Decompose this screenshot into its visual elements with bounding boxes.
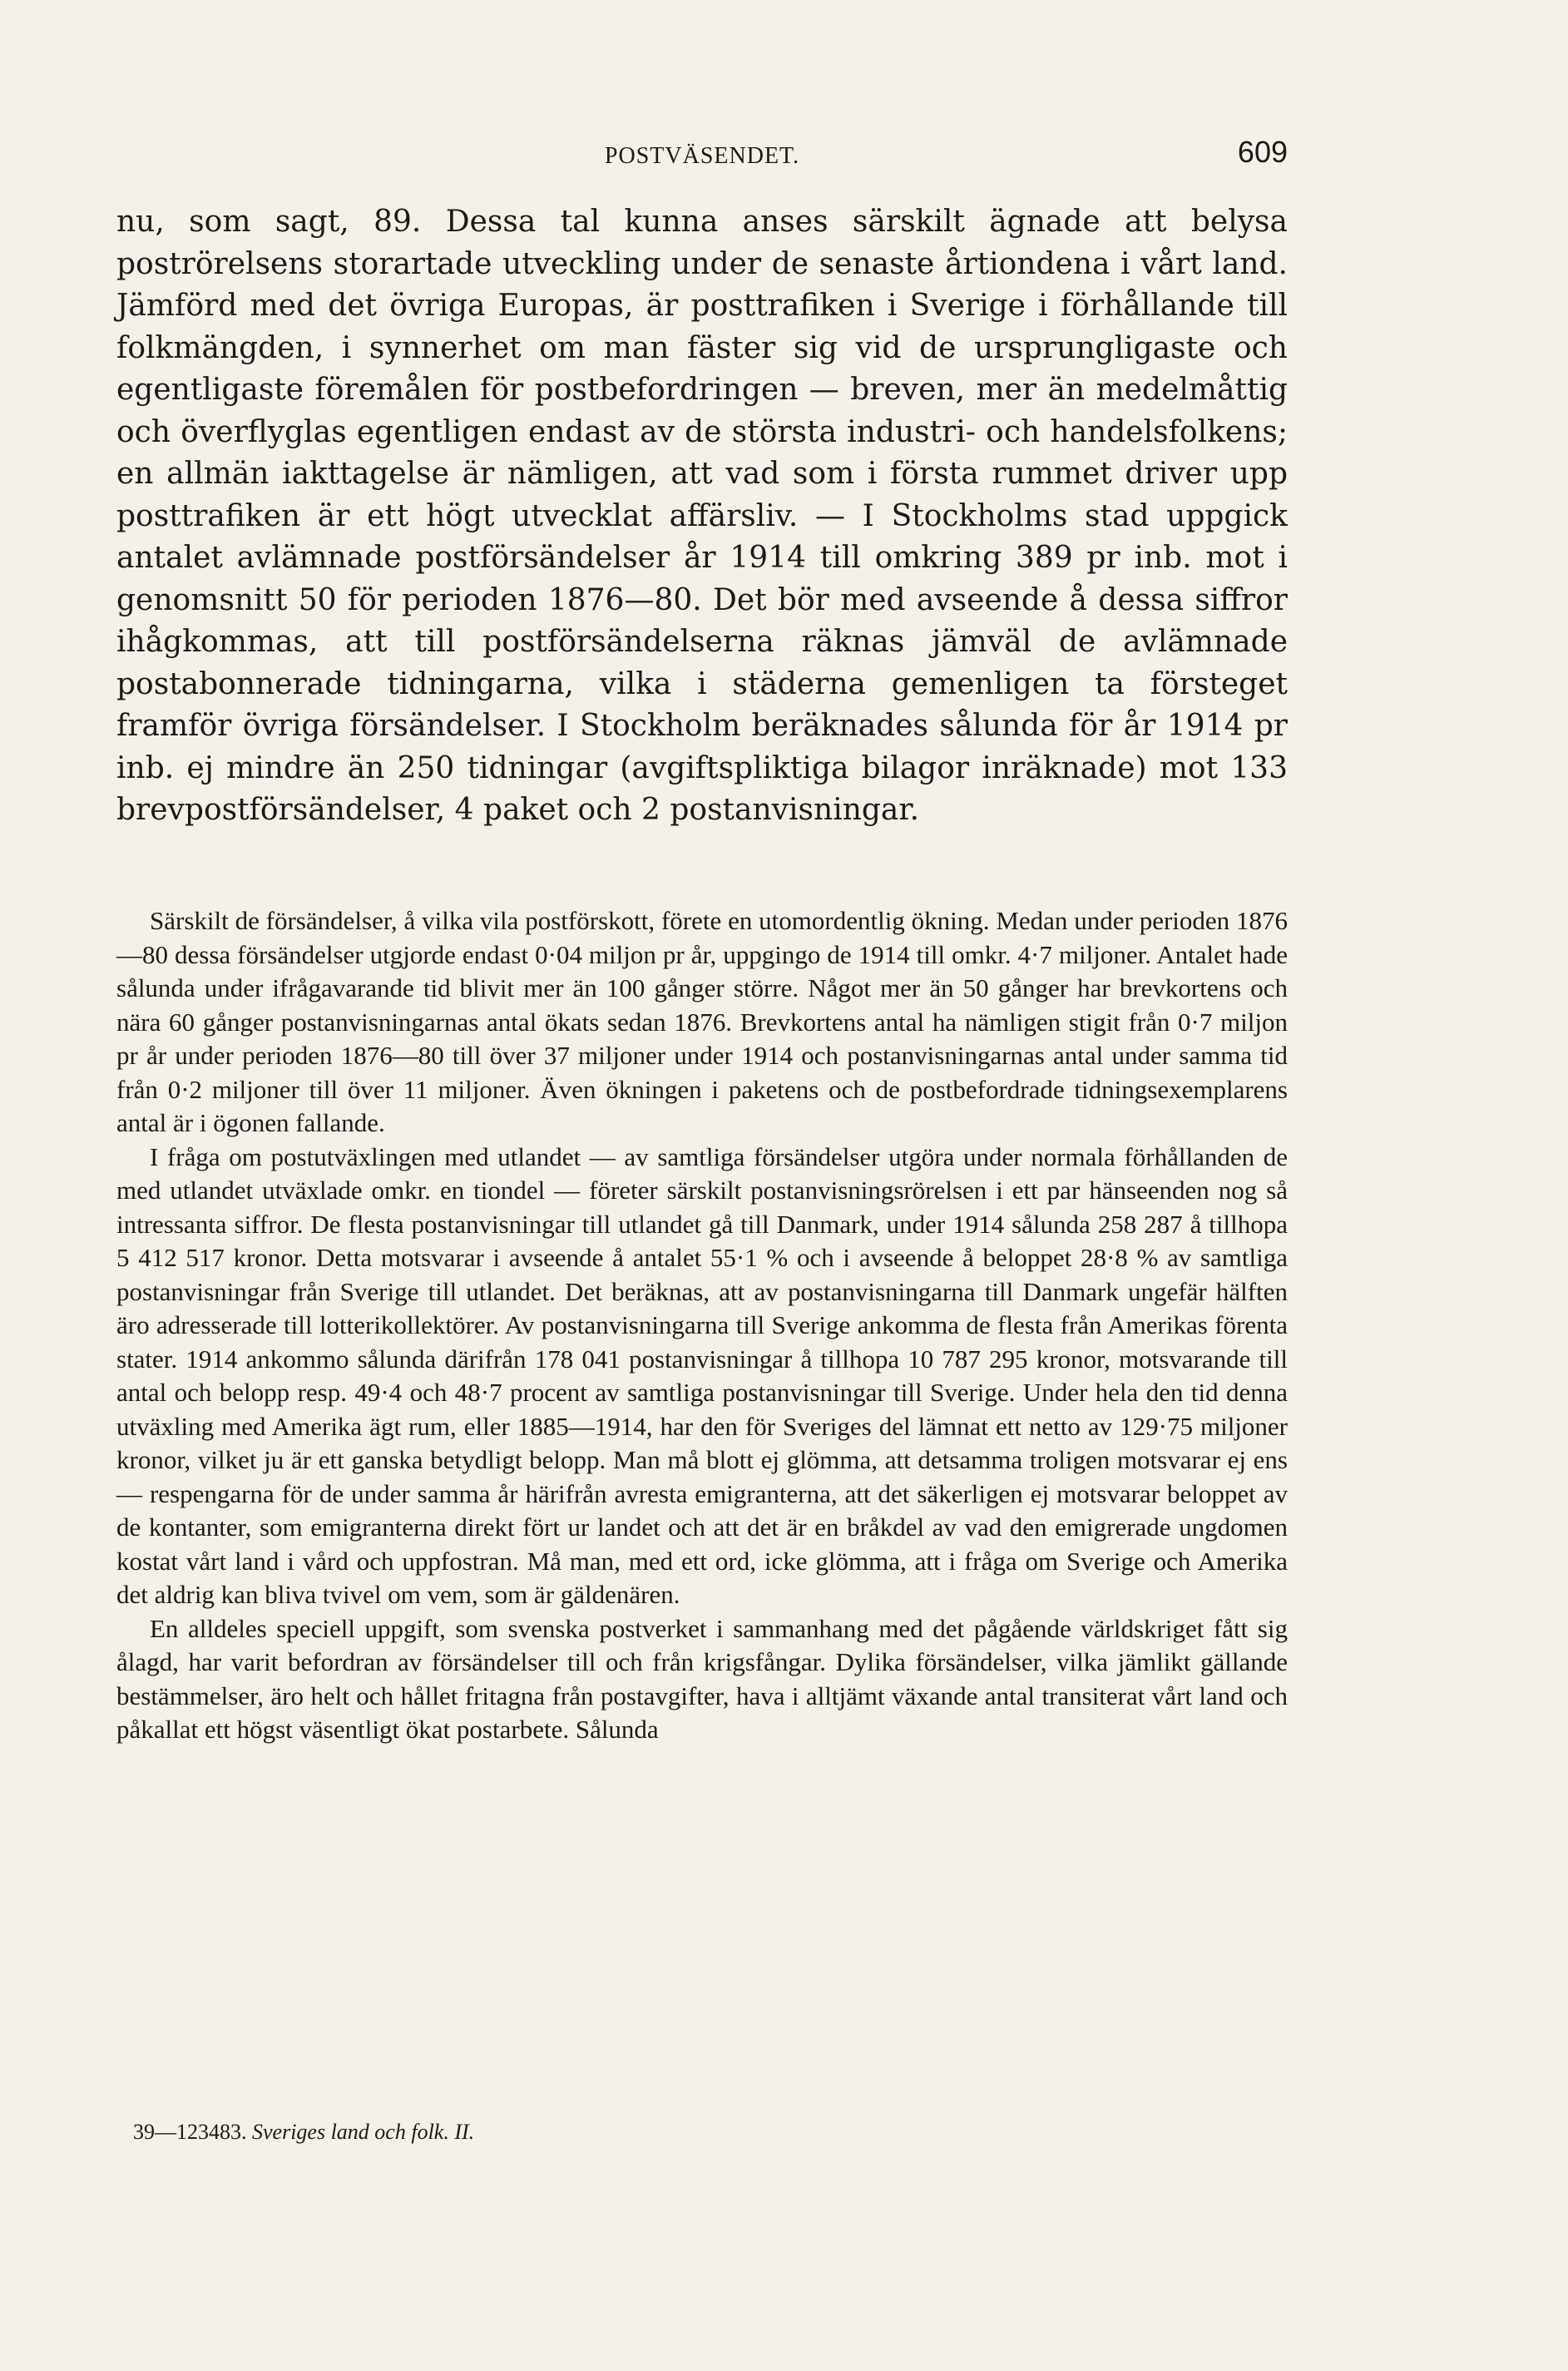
paragraph-4: En alldeles speciell uppgift, som svenska postverket i sammanhang med det pågående världskriget fått sig ålagd, har varit befordran av försändelser till och från krigsfångar. Dylika försändelser, vilka jämlikt gällande bestämmelser, äro helt och hållet fritagna från postavgifter, hava i alltjämt växande antal transiterat vårt land och påkallat ett högst väsentligt ökat postarbete. Sålunda [116,1613,1288,1744]
paragraph-1: nu, som sagt, 89. Dessa tal kunna anses särskilt ägnade att belysa poströrelsens storartade utveckling under de senaste årtiondena i vårt land. Jämförd med det övriga Europas, är posttrafiken i Sverige i förhållande till folkmängden, i synnerhet om man fäster sig vid de ursprungligaste och egentligaste föremålen för postbefordringen — breven, mer än medelmåttig och överflyglas egentligen endast av de största industri- och handelsfolkens; en allmän iakttagelse är nämligen, att vad som i första rummet driver upp posttrafiken är ett högt utvecklat affärsliv. — I Stockholms stad uppgick antalet avlämnade postförsändelser år 1914 till omkring 389 pr inb. mot i genomsnitt 50 för perioden 1876—80. Det bör med avseende å dessa siffror ihågkommas, att till postförsändelserna räknas jämväl de avlämnade postabonnerade tidningarna, vilka i städerna gemenligen ta försteget framför övriga försändelser. I Stockholm beräknades sålunda för år 1914 pr inb. ej mindre än 250 tidningar (avgiftspliktiga bilagor inräknade) mot 133 brevpostförsändelser, 4 paket och 2 postanvisningar. [116,205,1288,827]
paragraph-3: I fråga om postutväxlingen med utlandet — av samtliga försändelser utgöra under normala förhållanden de med utlandet utväxlade omkr. en tiondel — företer särskilt postanvisningsrörelsen i ett par hänseenden nog så intressanta siffror. De flesta postanvisningar till utlandet gå till Danmark, under 1914 sålunda 258 287 å tillhopa 5 412 517 kronor. Detta motsvarar i avseende å antalet 55·1 % och i avseende å beloppet 28·8 % av samtliga postanvisningar från Sverige till utlandet. Det beräknas, att av postanvisningarna till Danmark ungefär hälften äro adresserade till lotterikollektörer. Av postanvisningarna till Sverige ankomma de flesta från Amerikas förenta stater. 1914 ankommo sålunda därifrån 178 041 postanvisningar å tillhopa 10 787 295 kronor, motsvarande till antal och belopp resp. 49·4 och 48·7 procent av samtliga postanvisningar till Sverige. Under hela den tid denna utväxling med Amerika ägt rum, eller 1885—1914, har den för Sveriges del lämnat ett netto av 129·75 miljoner kronor, vilket ju är ett ganska betydligt belopp. Man må blott ej glömma, att detsamma troligen motsvarar ej ens — respengarna för de under samma år härifrån avresta emigranterna, att det säkerligen ej motsvarar beloppet av de kontanter, som emigranterna direkt fört ur landet och att det är en bråkdel av vad den emigrerade ungdomen kostat vårt land i vård och uppfostran. Må man, med ett ord, icke glömma, att i fråga om Sverige och Amerika det aldrig kan bliva tvivel om vem, som är gäldenären. [116,1141,1288,1609]
page-number: 609 [1237,135,1288,169]
running-title: POSTVÄSENDET. [604,143,800,169]
main-text-large [116,201,1288,832]
signature-number: 39—123483. [133,2120,247,2144]
signature-title: Sveriges land och folk. II. [252,2120,475,2144]
main-text-small [116,904,1288,1747]
page-header [116,135,1288,176]
paragraph-2: Särskilt de försändelser, å vilka vila postförskott, förete en utomordentlig ökning. Medan under perioden 1876—80 dessa försändelser utgjorde endast 0·04 miljon pr år, uppgingo de 1914 till omkr. 4·7 miljoner. Antalet hade sålunda under ifrågavarande tid blivit mer än 100 gånger större. Något mer än 50 gånger har brevkortens och nära 60 gånger postanvisningarnas antal ökats sedan 1876. Brevkortens antal ha nämligen stigit från 0·7 miljon pr år under perioden 1876—80 till över 37 miljoner under 1914 och postanvisningarnas antal under samma tid från 0·2 miljoner till över 11 miljoner. Även ökningen i paketens och de postbefordrade tidningsexemplarens antal är i ögonen fallande. [116,906,1288,1137]
printer-signature [133,2120,474,2145]
